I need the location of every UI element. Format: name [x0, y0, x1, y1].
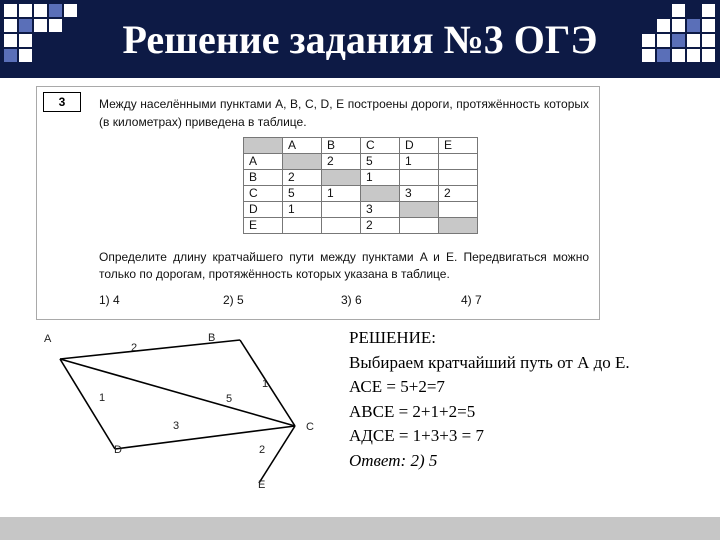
table-cell: 1	[361, 170, 400, 186]
solution-intro: Выбираем кратчайший путь от А до Е.	[349, 352, 630, 372]
task-card	[36, 86, 600, 320]
slide-header	[0, 0, 720, 78]
table-header-cell: D	[400, 138, 439, 154]
edge-label: 1	[262, 378, 269, 390]
table-cell: 2	[439, 186, 478, 202]
table-cell	[283, 218, 322, 234]
table-row-label: C	[244, 186, 283, 202]
table-cell	[439, 218, 478, 234]
solution-heading: РЕШЕНИЕ:	[349, 328, 437, 347]
solution-line-3: АДСЕ = 1+3+3 = 7	[349, 426, 484, 445]
solution-panel	[349, 326, 709, 473]
node-label-d: D	[114, 444, 122, 456]
table-cell	[322, 218, 361, 234]
task-number: 3	[43, 92, 81, 112]
table-cell: 2	[322, 154, 361, 170]
table-header-cell: C	[361, 138, 400, 154]
table-cell: 1	[322, 186, 361, 202]
edge-label: 1	[99, 392, 106, 404]
task-question: Определите длину кратчайшего пути между пунктами A и E. Передвигаться можно только по дорогам, протяжённость которых указана в таблице.	[99, 250, 589, 281]
road-graph	[30, 322, 330, 492]
slide-footer	[0, 517, 720, 540]
table-header-cell: A	[283, 138, 322, 154]
table-cell	[322, 170, 361, 186]
table-cell: 2	[283, 170, 322, 186]
edge-label: 2	[131, 342, 138, 354]
node-label-a: A	[44, 333, 52, 345]
table-cell: 3	[361, 202, 400, 218]
edge-label: 2	[259, 444, 266, 456]
answer-option-4: 4) 7	[461, 293, 482, 307]
table-cell	[322, 202, 361, 218]
solution-answer: Ответ: 2) 5	[349, 450, 438, 470]
table-cell: 2	[361, 218, 400, 234]
answer-option-2: 2) 5	[223, 293, 244, 307]
node-label-b: B	[208, 332, 216, 344]
table-cell	[361, 186, 400, 202]
table-row-label: B	[244, 170, 283, 186]
edge-d-c	[115, 426, 295, 449]
table-row	[244, 154, 478, 170]
table-corner-cell	[244, 138, 283, 154]
node-label-c: C	[306, 421, 314, 433]
table-cell: 5	[361, 154, 400, 170]
table-row-label: D	[244, 202, 283, 218]
table-cell: 1	[283, 202, 322, 218]
table-cell	[439, 154, 478, 170]
node-label-e: E	[258, 479, 266, 491]
edge-label: 3	[173, 420, 180, 432]
distance-table	[243, 137, 478, 234]
edge-label: 5	[226, 393, 233, 405]
slide-title: Решение задания №3 ОГЭ	[122, 17, 598, 62]
table-row	[244, 170, 478, 186]
table-row	[244, 202, 478, 218]
task-text: Между населёнными пунктами A, B, C, D, E построены дороги, протяжённость которых (в километрах) приведена в таблице.	[99, 97, 589, 129]
table-cell	[283, 154, 322, 170]
table-cell	[400, 202, 439, 218]
table-row-label: A	[244, 154, 283, 170]
table-cell	[400, 218, 439, 234]
table-header-cell: E	[439, 138, 478, 154]
table-cell: 1	[400, 154, 439, 170]
answer-option-1: 1) 4	[99, 293, 120, 307]
table-header-row	[244, 138, 478, 154]
table-cell	[439, 170, 478, 186]
table-header-cell: B	[322, 138, 361, 154]
solution-line-2: АВСЕ = 2+1+2=5	[349, 401, 476, 421]
solution-line-1: АСЕ = 5+2=7	[349, 377, 445, 396]
table-cell	[439, 202, 478, 218]
table-row	[244, 186, 478, 202]
table-cell: 3	[400, 186, 439, 202]
table-row-label: E	[244, 218, 283, 234]
table-cell: 5	[283, 186, 322, 202]
answer-option-3: 3) 6	[341, 293, 362, 307]
table-cell	[400, 170, 439, 186]
table-row	[244, 218, 478, 234]
